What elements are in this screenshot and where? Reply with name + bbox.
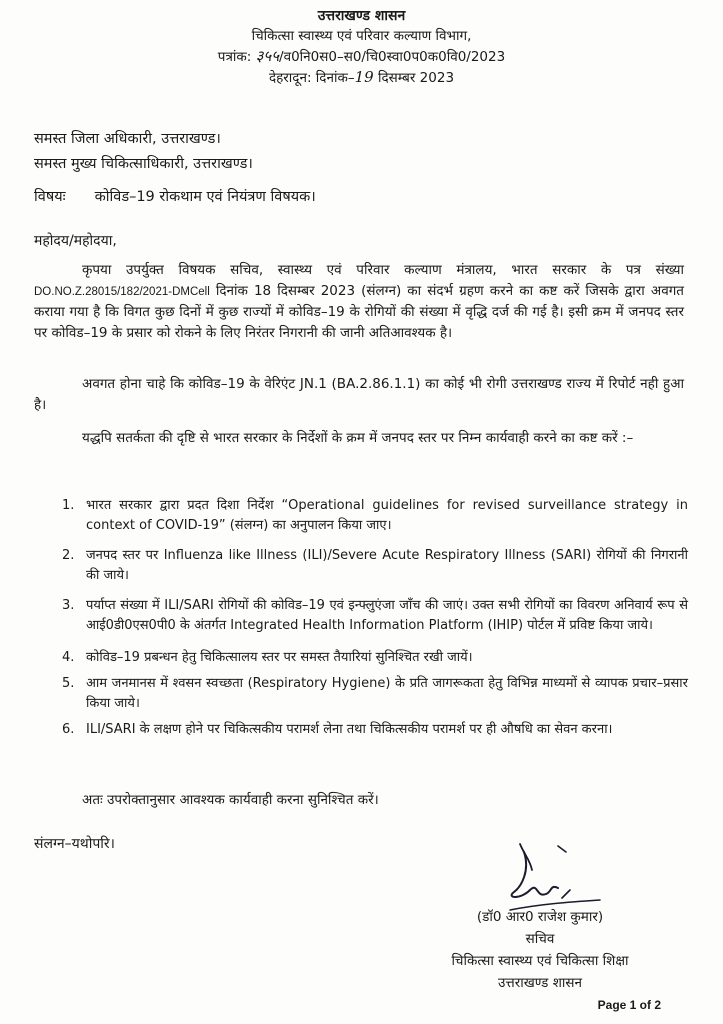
paragraph-reference-rest: दिनांक 18 दिसम्बर 2023 (संलग्न) का संदर्भ ग्रहण करने का कष्ट करें जिसके द्वारा अवगत कराया गया है कि विगत कुछ दिनों में कुछ राज्यों में कोविड–19 के रोगियों की संख्या में वृद्धि दर्ज की गई है। इसी क्रम में जनपद स्तर पर कोविड–19 के प्रसार को रोकने के लिए निरंतर निगरानी की जानी अतिआवश्यक है। xyxy=(34,282,684,341)
list-item xyxy=(34,546,688,586)
list-item xyxy=(34,496,688,536)
subject-label: विषयः xyxy=(34,189,66,205)
list-item-text: जनपद स्तर पर Influenza like Illness (ILI)/Severe Acute Respiratory Illness (SARI) रोगियों की निगरानी की जाये। xyxy=(86,548,688,583)
subject-text: कोविड–19 रोकथाम एवं नियंत्रण विषयक। xyxy=(94,189,316,205)
subject-line xyxy=(34,186,316,206)
signatory-department: चिकित्सा स्वास्थ्य एवं चिकित्सा शिक्षा xyxy=(451,953,629,969)
list-item-text: भारत सरकार द्वारा प्रदत दिशा निर्देश “Operational guidelines for revised surveillance strategy in context of COVID-19” (संलग्न) का अनुपालन किया जाए। xyxy=(86,498,688,533)
list-item-number: 1. xyxy=(62,498,75,513)
list-item xyxy=(34,596,688,636)
enclosure-note: संलग्न–यथोपरि। xyxy=(34,836,115,852)
signatory-designation: सचिव xyxy=(525,931,555,947)
signatory-name: (डॉ0 आर0 राजेश कुमार) xyxy=(476,909,604,925)
list-item-text: पर्याप्त संख्या में ILI/SARI रोगियों की कोविड–19 एवं इन्फ्लुएंजा जाँच की जाएं। उक्त सभी रोगियों का विवरण अनिवार्य रूप से आई0डी0एस0पी0 के अंतर्गत Integrated Health Information Platform (IHIP) पोर्टल में प्रविष्ट किया जाये। xyxy=(86,598,688,633)
signature-block xyxy=(420,906,660,994)
recipient-2: समस्त मुख्य चिकित्साधिकारी, उत्तराखण्ड। xyxy=(34,156,253,172)
list-item xyxy=(34,648,688,668)
list-item-number: 4. xyxy=(62,650,75,665)
salutation: महोदय/महोदया, xyxy=(34,233,117,249)
list-item-text: ILI/SARI के लक्षण होने पर चिकित्सकीय परामर्श लेना तथा चिकित्सकीय परामर्श पर ही औषधि का सेवन करना। xyxy=(86,722,613,737)
list-item-number: 6. xyxy=(62,722,75,737)
signatory-government: उत्तराखण्ड शासन xyxy=(497,975,582,991)
letter-header xyxy=(0,6,723,88)
letter-number xyxy=(0,46,723,67)
list-item xyxy=(34,720,688,740)
paragraph-reference xyxy=(34,260,684,343)
letter-number-rest: /व0नि0स0–स0/चि0स्वा0प0क0वि0/2023 xyxy=(279,49,506,65)
paragraph-variant: अवगत होना चाहे कि कोविड–19 के वेरिएंट JN.1 (BA.2.86.1.1) का कोई भी रोगी उत्तराखण्ड राज्य में रिपोर्ट नही हुआ है। xyxy=(34,376,684,413)
government-name: उत्तराखण्ड शासन xyxy=(317,8,406,24)
page-number: Page 1 of 2 xyxy=(597,998,661,1012)
recipient-1: समस्त जिला अधिकारी, उत्तराखण्ड। xyxy=(34,131,221,147)
list-item-number: 2. xyxy=(62,548,75,563)
letter-number-label: पत्रांक: xyxy=(217,49,252,65)
list-item xyxy=(34,674,688,714)
list-item-text: कोविड–19 प्रबन्धन हेतु चिकित्सालय स्तर पर समस्त तैयारियां सुनिश्चित रखी जायें। xyxy=(86,650,473,665)
place-date xyxy=(0,67,723,88)
date-month-year: दिसम्बर 2023 xyxy=(377,70,455,86)
action-list xyxy=(34,496,688,740)
paragraph-instructions: यद्धपि सतर्कता की दृष्टि से भारत सरकार के निर्देशों के क्रम में जनपद स्तर पर निम्न कार्यवाही करने का कष्ट करें :– xyxy=(82,430,634,446)
reference-number: DO.NO.Z.28015/182/2021-DMCell xyxy=(34,285,210,298)
department-name: चिकित्सा स्वास्थ्य एवं परिवार कल्याण विभाग, xyxy=(251,28,472,44)
date-day-handwritten: 19 xyxy=(354,68,374,86)
list-item-text: आम जनमानस में श्वसन स्वच्छता (Respiratory Hygiene) के प्रति जागरूकता हेतु विभिन्न माध्यमों से व्यापक प्रचार–प्रसार किया जाये। xyxy=(86,676,688,711)
closing-line: अतः उपरोक्तानुसार आवश्यक कार्यवाही करना सुनिश्चित करें। xyxy=(82,792,379,808)
paragraph-reference-start: कृपया उपर्युक्त विषयक सचिव, स्वास्थ्य एवं परिवार कल्याण मंत्रालय, भारत सरकार के पत्र संख्या xyxy=(82,262,684,278)
letter-number-handwritten: ३५५ xyxy=(255,47,280,65)
list-item-number: 3. xyxy=(62,598,75,613)
list-item-number: 5. xyxy=(62,676,75,691)
place-date-label: देहरादून: दिनांक– xyxy=(268,70,355,86)
